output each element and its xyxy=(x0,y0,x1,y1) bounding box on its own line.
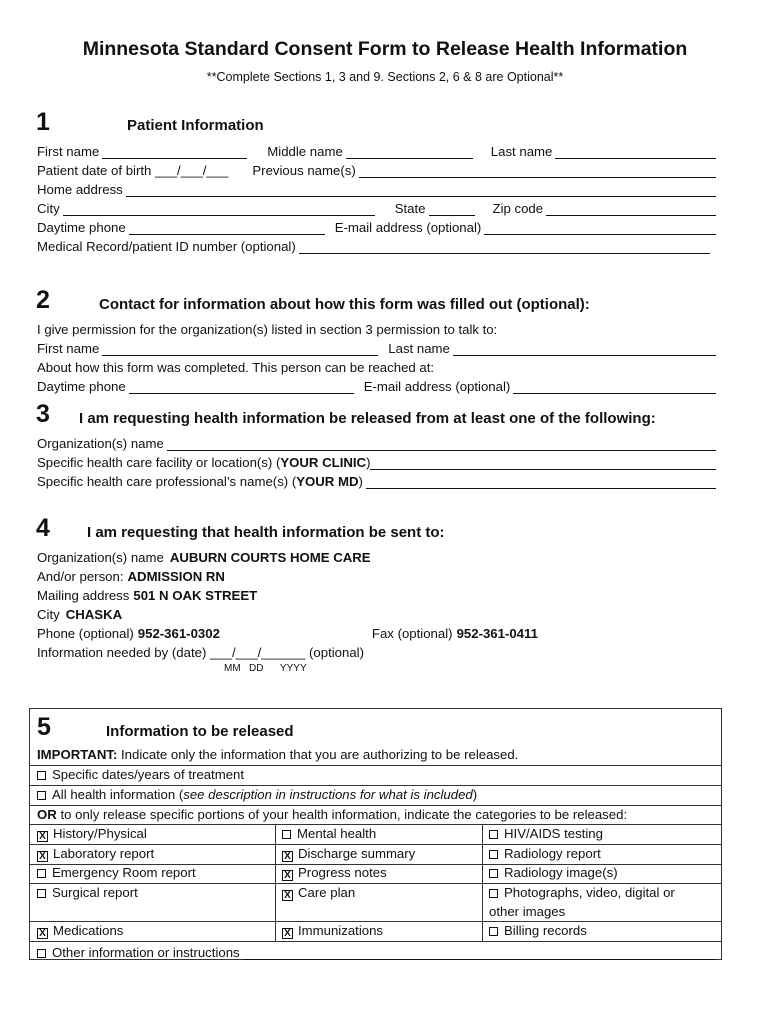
last-name-field[interactable] xyxy=(555,145,716,159)
professional-label: Specific health care professional’s name(s) ( xyxy=(37,474,297,489)
contact-first-name-field[interactable] xyxy=(102,342,378,356)
date-format-hint: MM DD YYYY xyxy=(224,663,307,674)
mrn-label: Medical Record/patient ID number (optional) xyxy=(37,239,296,254)
column-divider xyxy=(482,824,483,941)
checkbox-icon[interactable] xyxy=(37,889,46,898)
dob-label[interactable]: Patient date of birth ___/___/___ xyxy=(37,163,229,178)
category-photographs-wrap: other images xyxy=(489,904,566,919)
contact-phone-label: Daytime phone xyxy=(37,379,126,394)
section-2-number: 2 xyxy=(36,286,50,314)
section-4-number: 4 xyxy=(36,514,50,542)
column-divider xyxy=(275,824,276,941)
recipient-org-value[interactable]: AUBURN COURTS HOME CARE xyxy=(169,550,371,565)
category-photographs[interactable]: Photographs, video, digital or xyxy=(489,885,675,900)
about-text: About how this form was completed. This person can be reached at: xyxy=(37,360,435,375)
name-row xyxy=(37,141,716,159)
category-discharge-summary[interactable]: X Discharge summary xyxy=(282,846,415,861)
checkbox-icon[interactable]: X xyxy=(282,890,293,901)
recipient-fax-label: Fax (optional) xyxy=(371,626,453,641)
contact-first-name-label: First name xyxy=(37,341,100,356)
checkbox-icon[interactable] xyxy=(37,869,46,878)
recipient-city-label: City xyxy=(37,607,60,622)
checkbox-icon[interactable] xyxy=(489,830,498,839)
recipient-phone-row xyxy=(37,623,716,641)
daytime-phone-label: Daytime phone xyxy=(37,220,126,235)
divider xyxy=(29,805,722,806)
dob-row xyxy=(37,160,716,178)
contact-name-row xyxy=(37,338,716,356)
checkbox-icon[interactable]: X xyxy=(282,851,293,862)
all-info-post: ) xyxy=(472,787,478,802)
recipient-person-label: And/or person: xyxy=(37,569,124,584)
contact-last-name-label: Last name xyxy=(388,341,450,356)
first-name-label: First name xyxy=(37,144,100,159)
org-name-field[interactable] xyxy=(167,437,716,451)
section-1-heading: Patient Information xyxy=(127,117,264,134)
section-2-heading: Contact for information about how this form was filled out (optional): xyxy=(99,296,590,313)
professional-close: ) xyxy=(358,474,363,489)
home-address-row xyxy=(37,179,716,197)
category-medications[interactable]: X Medications xyxy=(37,923,123,938)
recipient-person-value[interactable]: ADMISSION RN xyxy=(127,569,225,584)
org-name-label: Organization(s) name xyxy=(37,436,164,451)
section-1-number: 1 xyxy=(36,108,50,136)
email-label: E-mail address (optional) xyxy=(334,220,482,235)
divider xyxy=(29,824,722,825)
checkbox-icon[interactable] xyxy=(37,771,46,780)
other-info-field[interactable] xyxy=(243,946,715,960)
contact-email-field[interactable] xyxy=(513,380,716,394)
category-laboratory-report[interactable]: X Laboratory report xyxy=(37,846,154,861)
section-3-number: 3 xyxy=(36,400,50,428)
state-label: State xyxy=(394,201,426,216)
all-info-option[interactable] xyxy=(37,787,477,802)
other-info-row xyxy=(37,942,715,960)
other-info-label: Other information or instructions xyxy=(52,945,240,960)
category-billing-records[interactable]: Billing records xyxy=(489,923,587,938)
checkbox-icon[interactable] xyxy=(37,949,46,958)
form-subtitle: **Complete Sections 1, 3 and 9. Sections 2, 6 & 8 are Optional** xyxy=(206,70,564,84)
recipient-address-label: Mailing address xyxy=(37,588,130,603)
divider xyxy=(29,765,722,766)
phone-row xyxy=(37,217,716,235)
checkbox-icon[interactable] xyxy=(489,889,498,898)
specific-dates-label: Specific dates/years of treatment xyxy=(52,767,245,782)
recipient-fax-value[interactable]: 952-361-0411 xyxy=(456,626,538,641)
zip-field[interactable] xyxy=(546,202,716,216)
specific-dates-option[interactable] xyxy=(37,767,244,782)
or-text: to only release specific portions of your health information, indicate the categories to be released: xyxy=(56,807,628,822)
facility-close: ) xyxy=(366,455,371,470)
important-note xyxy=(37,747,518,762)
recipient-org-label: Organization(s) name xyxy=(37,550,164,565)
mrn-field[interactable] xyxy=(299,240,710,254)
state-field[interactable] xyxy=(429,202,475,216)
contact-phone-field[interactable] xyxy=(129,380,354,394)
first-name-field[interactable] xyxy=(102,145,247,159)
org-name-row xyxy=(37,433,716,451)
facility-label: Specific health care facility or location(s) ( xyxy=(37,455,281,470)
all-info-italic: see description in instructions for what is included xyxy=(183,787,473,802)
needed-by-label[interactable]: Information needed by (date) ___/___/______ (optional) xyxy=(37,645,364,660)
category-immunizations[interactable]: X Immunizations xyxy=(282,923,383,938)
checkbox-icon[interactable] xyxy=(37,791,46,800)
facility-value[interactable]: YOUR CLINIC xyxy=(280,455,367,470)
previous-names-label: Previous name(s) xyxy=(252,163,356,178)
city-row xyxy=(37,198,716,216)
section-5-number: 5 xyxy=(37,713,51,741)
divider xyxy=(29,883,722,884)
facility-field[interactable] xyxy=(370,456,716,470)
checkbox-icon[interactable] xyxy=(489,927,498,936)
all-info-pre: All health information ( xyxy=(52,787,184,802)
section-5-heading: Information to be released xyxy=(106,723,294,740)
checkbox-icon[interactable]: X xyxy=(37,851,48,862)
checkbox-icon[interactable] xyxy=(489,869,498,878)
category-radiology-report[interactable]: Radiology report xyxy=(489,846,601,861)
category-emergency-room-report[interactable]: Emergency Room report xyxy=(37,865,196,880)
important-text: Indicate only the information that you are authorizing to be released. xyxy=(117,747,519,762)
mrn-row xyxy=(37,236,710,254)
category-mental-health[interactable]: Mental health xyxy=(282,826,376,841)
middle-name-label: Middle name xyxy=(267,144,343,159)
recipient-phone-value[interactable]: 952-361-0302 xyxy=(137,626,220,641)
category-care-plan[interactable]: X Care plan xyxy=(282,885,355,900)
checkbox-icon[interactable] xyxy=(489,850,498,859)
professional-row xyxy=(37,471,716,489)
checkbox-icon[interactable] xyxy=(282,830,291,839)
important-label: IMPORTANT: xyxy=(37,747,118,762)
contact-phone-row xyxy=(37,376,716,394)
recipient-city-value[interactable]: CHASKA xyxy=(65,607,123,622)
divider xyxy=(29,921,722,922)
recipient-org-row xyxy=(37,547,716,565)
recipient-address-value[interactable]: 501 N OAK STREET xyxy=(133,588,258,603)
previous-names-field[interactable] xyxy=(359,164,716,178)
divider xyxy=(29,785,722,786)
professional-value[interactable]: YOUR MD xyxy=(296,474,359,489)
facility-row xyxy=(37,452,716,470)
section-4-heading: I am requesting that health information be sent to: xyxy=(87,524,445,541)
last-name-label: Last name xyxy=(490,144,553,159)
about-row xyxy=(37,357,716,375)
permission-row xyxy=(37,319,716,337)
city-label: City xyxy=(37,201,60,216)
recipient-address-row xyxy=(37,585,716,603)
permission-text: I give permission for the organization(s) listed in section 3 permission to talk to: xyxy=(37,322,498,337)
category-hiv-aids-testing[interactable]: HIV/AIDS testing xyxy=(489,826,603,841)
daytime-phone-field[interactable] xyxy=(129,221,325,235)
form-title: Minnesota Standard Consent Form to Release Health Information xyxy=(82,38,688,60)
email-field[interactable] xyxy=(484,221,716,235)
home-address-field[interactable] xyxy=(126,183,716,197)
category-surgical-report[interactable]: Surgical report xyxy=(37,885,138,900)
or-label: OR xyxy=(37,807,57,822)
middle-name-field[interactable] xyxy=(346,145,473,159)
checkbox-icon[interactable]: X xyxy=(37,928,48,939)
category-radiology-images[interactable]: Radiology image(s) xyxy=(489,865,618,880)
contact-last-name-field[interactable] xyxy=(453,342,716,356)
zip-label: Zip code xyxy=(492,201,544,216)
checkbox-icon[interactable]: X xyxy=(282,928,293,939)
recipient-phone-label: Phone (optional) xyxy=(37,626,134,641)
recipient-person-row xyxy=(37,566,716,584)
professional-field[interactable] xyxy=(366,475,716,489)
city-field[interactable] xyxy=(63,202,375,216)
divider xyxy=(29,844,722,845)
category-history-physical[interactable]: X History/Physical xyxy=(37,826,147,841)
contact-email-label: E-mail address (optional) xyxy=(363,379,511,394)
checkbox-icon[interactable]: X xyxy=(37,831,48,842)
needed-by-row xyxy=(37,642,716,660)
or-instruction xyxy=(37,807,627,822)
checkbox-icon[interactable]: X xyxy=(282,870,293,881)
home-address-label: Home address xyxy=(37,182,123,197)
section-3-heading: I am requesting health information be released from at least one of the following: xyxy=(79,410,656,427)
recipient-city-row xyxy=(37,604,716,622)
category-progress-notes[interactable]: X Progress notes xyxy=(282,865,387,880)
